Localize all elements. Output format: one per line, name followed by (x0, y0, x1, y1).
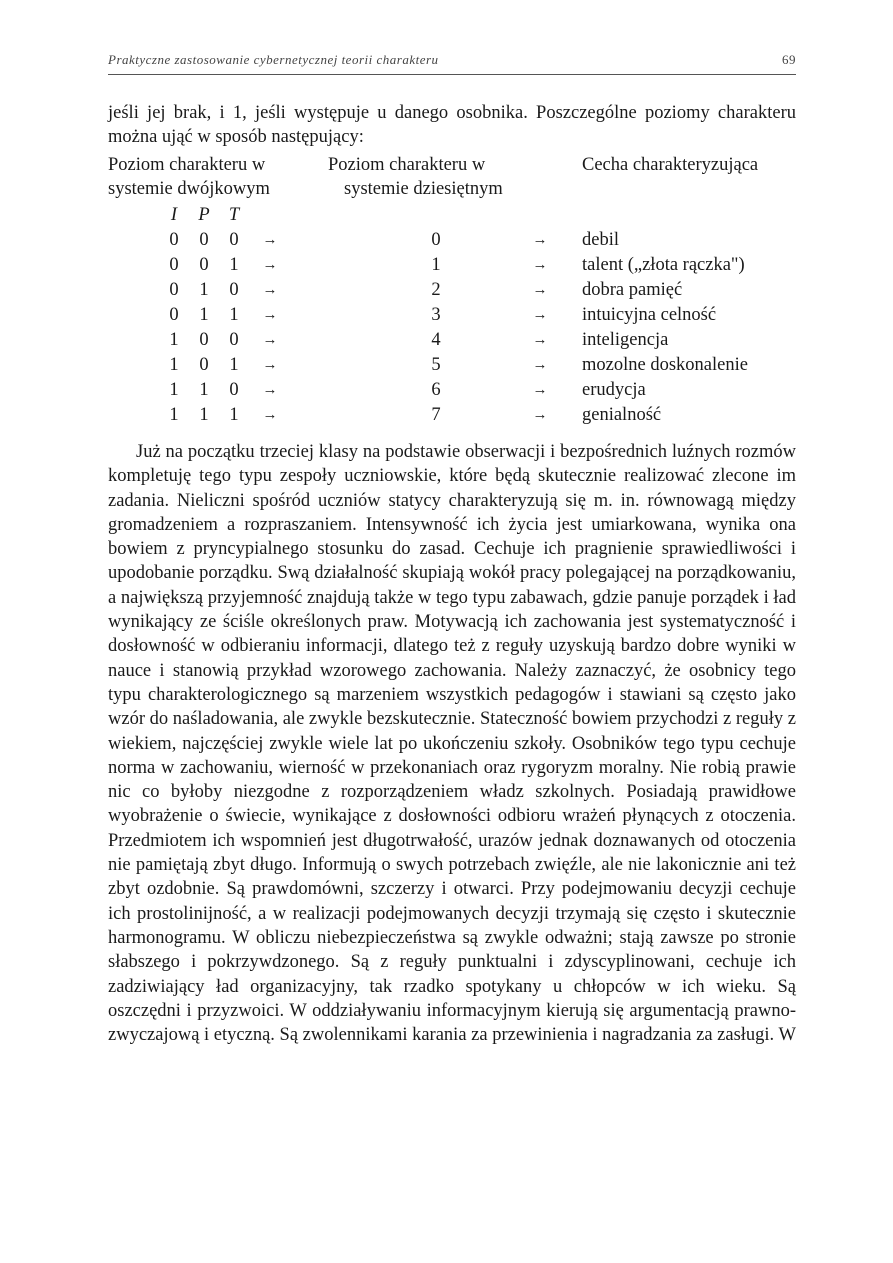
binary-digit: 1 (169, 380, 179, 400)
decimal-value: 4 (431, 330, 441, 350)
binary-digit: 1 (199, 405, 209, 425)
binary-digit: 1 (169, 330, 179, 350)
table-row (108, 353, 796, 378)
trait-label: inteligencja (582, 330, 669, 350)
binary-digit: 0 (229, 280, 239, 300)
arrow-icon: → (532, 282, 548, 298)
bit-label-i: I (170, 205, 178, 225)
binary-digit: 0 (169, 280, 179, 300)
trait-label: genialność (582, 405, 662, 425)
binary-digit: 1 (169, 405, 179, 425)
arrow-icon: → (532, 307, 548, 323)
running-head (108, 52, 796, 68)
decimal-value: 0 (431, 230, 441, 250)
trait-label: intuicyjna celność (582, 305, 717, 325)
binary-digit: 1 (199, 280, 209, 300)
binary-digit: 0 (229, 380, 239, 400)
binary-digit: 0 (229, 230, 239, 250)
arrow-icon: → (532, 332, 548, 348)
trait-column-header: Cecha charakteryzująca (582, 155, 759, 175)
arrow-icon: → (262, 257, 278, 273)
arrow-icon: → (262, 307, 278, 323)
binary-digit: 0 (169, 255, 179, 275)
running-title: Praktyczne zastosowanie cybernetycznej teorii charakteru (108, 52, 439, 67)
trait-label: erudycja (582, 380, 646, 400)
binary-header-line2: systemie dwójkowym (108, 179, 270, 199)
body-paragraph: Już na początku trzeciej klasy na podstawie obserwacji i bezpośrednich luźnych rozmów kompletuję tego typu zespoły uczniowskie, które będą skutecznie realizować zlecone im zadania. Nieliczni spośród uczniów statycy charakteryzują się m. in. równowagą między gromadzeniem a rozpraszaniem. Intensywność ich życia jest umiarkowana, wynika ona bowiem z pryncypialnego stosunku do zasad. Cechuje ich pragnienie sprawiedliwości i upodobanie porządku. Swą działalność skupiają wokół pracy polegającej na porządkowaniu, a największą przyjemność znajdują także w tego typu zabawach, gdzie panuje porządek i ład wynikający ze ściśle określonych praw. Motywacją ich zachowania jest systematyczność i dosłowność w odbieraniu informacji, dlatego też z reguły uzyskują bardzo dobre wyniki w nauce i stanowią przykład wzorowego zachowania. Należy zaznaczyć, że osobnicy tego typu charakterologicznego są marzeniem wszystkich pedagogów i stawiani są często jako wzór do naśladowania, ale zwykle bezskutecznie. Stateczność bowiem przychodzi z reguły z wiekiem, najczęściej zwykle wiele lat po ukończeniu szkoły. Osobników tego typu cechuje norma w zachowaniu, wierność w przekonaniach oraz rygoryzm moralny. Nie robią prawie nic co byłoby niezgodne z rozporządzeniem władz szkolnych. Posiadają prawidłowe wyobrażenie o świecie, wynikające z dosłowności odbioru wrażeń płynących z otoczenia. Przedmiotem ich wspomnień jest długotrwałość, urazów jednak doznawanych od otoczenia nie pamiętają zbyt długo. Informują o swych potrzebach zwięźle, ale nie lakonicznie ani też zbyt ozdobnie. Są prawdomówni, szczerzy i otwarci. Przy podejmowaniu decyzji cechuje ich prostolinijność, a w realizacji podejmowanych decyzji trzymają się często i skutecznie harmonogramu. W obliczu niebezpieczeństwa są zwykle odważni; stają zawsze po stronie słabszego i pokrzywdzonego. Są z reguły punktualni i zdyscyplinowani, cechuje ich zadziwiający ład organizacyjny, tak rzadko spotykany u chłopców w ich wieku. Są oszczędni i przyzwoici. W oddziaływaniu informacyjnym kierują się argumentacją prawno-zwyczajową i etyczną. Są zwolennikami karania za przewinienia i nagradzania za zasługi. W (108, 442, 796, 1046)
binary-digit: 0 (199, 255, 209, 275)
decimal-column-header (328, 153, 503, 201)
arrow-icon: → (532, 382, 548, 398)
binary-digit: 1 (169, 355, 179, 375)
trait-label: mozolne doskonalenie (582, 355, 748, 375)
binary-digit: 1 (199, 305, 209, 325)
arrow-icon: → (262, 407, 278, 423)
binary-digit: 1 (199, 380, 209, 400)
trait-label: talent („złota rączka") (582, 255, 745, 275)
bit-label-t: T (228, 205, 240, 225)
binary-digit: 1 (229, 255, 239, 275)
binary-digit: 0 (229, 330, 239, 350)
binary-digit: 0 (199, 230, 209, 250)
decimal-value: 7 (431, 405, 441, 425)
header-rule (108, 74, 796, 75)
document-page (108, 52, 796, 1046)
table-row (108, 278, 796, 303)
decimal-header-line1: Poziom charakteru w (328, 155, 486, 175)
binary-digit: 1 (229, 405, 239, 425)
binary-digit: 1 (229, 305, 239, 325)
decimal-value: 6 (431, 380, 441, 400)
decimal-value: 3 (431, 305, 441, 325)
decimal-value: 5 (431, 355, 441, 375)
binary-digit: 0 (199, 355, 209, 375)
binary-digit: 0 (199, 330, 209, 350)
character-level-table (108, 153, 796, 425)
binary-header-line1: Poziom charakteru w (108, 155, 266, 175)
arrow-icon: → (262, 382, 278, 398)
table-row (108, 378, 796, 403)
table-row (108, 328, 796, 353)
binary-digit: 1 (229, 355, 239, 375)
binary-digit: 0 (169, 230, 179, 250)
arrow-icon: → (262, 232, 278, 248)
table-row (108, 303, 796, 328)
arrow-icon: → (262, 282, 278, 298)
table-row (108, 403, 796, 428)
arrow-icon: → (532, 407, 548, 423)
bit-label-p: P (198, 205, 210, 225)
intro-text: jeśli jej brak, i 1, jeśli występuje u danego osobnika. Poszczególne poziomy charakteru można ująć w sposób następujący: (108, 103, 796, 147)
binary-column-header (108, 153, 270, 201)
decimal-value: 1 (431, 255, 441, 275)
arrow-icon: → (532, 257, 548, 273)
decimal-value: 2 (431, 280, 441, 300)
arrow-icon: → (262, 357, 278, 373)
arrow-icon: → (532, 357, 548, 373)
bit-labels-row (108, 203, 796, 228)
binary-digit: 0 (169, 305, 179, 325)
table-row (108, 228, 796, 253)
page-number: 69 (782, 52, 796, 67)
arrow-icon: → (532, 232, 548, 248)
trait-label: dobra pamięć (582, 280, 683, 300)
trait-label: debil (582, 230, 619, 250)
decimal-header-line2: systemie dziesiętnym (344, 179, 503, 199)
arrow-icon: → (262, 332, 278, 348)
table-row (108, 253, 796, 278)
